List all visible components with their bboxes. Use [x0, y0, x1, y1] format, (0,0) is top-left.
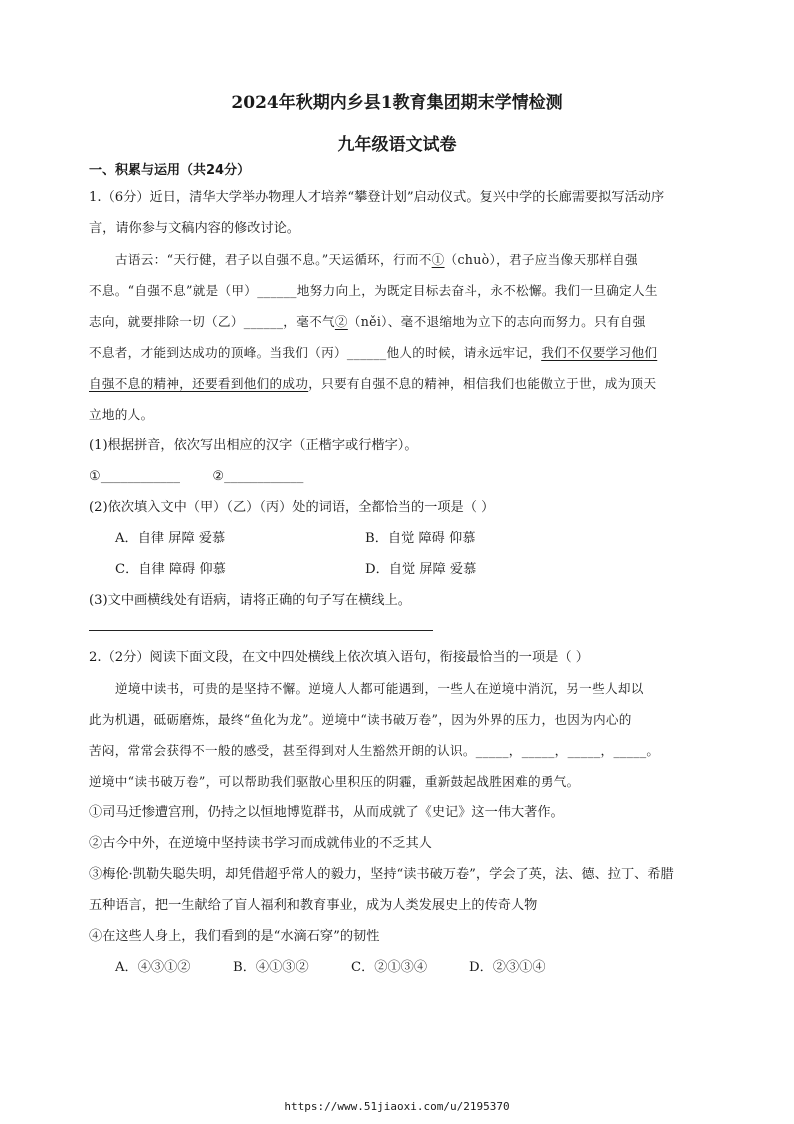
option-b[interactable]: B．自觉 障碍 仰慕 — [365, 531, 476, 546]
q2-item-2: ②古今中外，在逆境中坚持读书学习而成就伟业的不乏其人 — [89, 836, 432, 851]
q1-stem-line1: 1.（6分）近日，清华大学举办物理人才培养“攀登计划”启动仪式。复兴中学的长廊需要拟写活动序 — [89, 190, 665, 205]
q2-item-3a: ③梅伦·凯勒失聪失明，却凭借超乎常人的毅力，坚持“读书破万卷”，学会了英，法、德、拉丁、希腊 — [89, 867, 674, 882]
q1-sub1-blanks — [89, 461, 704, 492]
option-d[interactable]: D．自觉 屏障 爱慕 — [365, 562, 477, 577]
exam-content — [89, 160, 704, 983]
q1-passage-line1 — [89, 244, 704, 275]
q1-passage-line4 — [89, 337, 704, 368]
option-b[interactable]: B．④①③② — [233, 960, 309, 975]
passage-text: 古语云：“天行健，君子以自强不息。”天运循环，行而不 — [115, 252, 432, 267]
q2-passage-line4: 逆境中“读书破万卷”，可以帮助我们驱散心里积压的阴霾，重新鼓起战胜困难的勇气。 — [89, 774, 580, 789]
option-c[interactable]: C．自律 障碍 仰慕 — [115, 562, 226, 577]
q1-options-row1 — [89, 523, 704, 554]
passage-text: （něi）、毫不退缩地为立下的志向而努力。只有自强 — [347, 314, 646, 329]
option-a[interactable]: A．④③①② — [115, 960, 191, 975]
blank-mark-1: ① — [431, 252, 445, 267]
underlined-sentence: 自强不息的精神，还要看到他们的成功 — [89, 376, 309, 391]
exam-title: 2024年秋期内乡县1教育集团期末学情检测 — [231, 93, 563, 113]
q1-stem-line2: 言，请你参与文稿内容的修改讨论。 — [89, 221, 300, 236]
q1-sub2: (2)依次填入文中（甲）（乙）（丙）处的词语，全都恰当的一项是（ ） — [89, 500, 495, 515]
section-heading: 一、积累与运用（共24分） — [89, 163, 251, 178]
q1-passage-line3 — [89, 306, 704, 337]
q2-item-4: ④在这些人身上，我们看到的是“水滴石穿”的韧性 — [89, 929, 380, 944]
q2-passage-line2: 此为机遇，砥砺磨炼，最终“鱼化为龙”。逆境中“读书破万卷”，因为外界的压力，也因为内心的 — [89, 712, 632, 727]
q2-stem: 2.（2分）阅读下面文段，在文中四处横线上依次填入语句，衔接最恰当的一项是（ ） — [89, 650, 589, 665]
passage-text: （chuò），君子应当像天那样自强 — [444, 252, 638, 267]
q1-passage-line2: 不息。“自强不息”就是（甲）______地努力向上，为既定目标去奋斗，永不松懈。我们一旦确定人生 — [89, 283, 658, 298]
answer-blank-2[interactable]: ②____________ — [212, 469, 304, 484]
answer-blank-1[interactable]: ①____________ — [89, 469, 180, 484]
q2-passage-line3: 苦闷，常常会获得不一般的感受，甚至得到对人生豁然开朗的认识。_____，_____，_____，_____。 — [89, 743, 660, 758]
passage-text: ，只要有自强不息的精神，相信我们也能傲立于世，成为顶天 — [308, 376, 657, 391]
q2-item-3b: 五种语言，把一生献给了盲人福利和教育事业，成为人类发展史上的传奇人物 — [89, 898, 538, 913]
q1-sub3: (3)文中画横线处有语病，请将正确的句子写在横线上。 — [89, 593, 411, 608]
option-a[interactable]: A．自律 屏障 爱慕 — [115, 531, 226, 546]
q1-passage-line6: 立地的人。 — [89, 407, 154, 422]
exam-subtitle: 九年级语文试卷 — [337, 135, 457, 155]
passage-text: 志向，就要排除一切（乙）______，毫不气 — [89, 314, 335, 329]
option-c[interactable]: C．②①③④ — [351, 960, 428, 975]
q2-passage-line1: 逆境中读书，可贵的是坚持不懈。逆境人人都可能遇到，一些人在逆境中消沉，另一些人却以 — [115, 681, 644, 696]
blank-mark-2: ② — [334, 314, 348, 329]
option-d[interactable]: D．②③①④ — [469, 960, 546, 975]
answer-line[interactable] — [89, 616, 704, 642]
footer-url[interactable]: https://www.51jiaoxi.com/u/2195370 — [284, 1100, 510, 1113]
q1-passage-line5 — [89, 368, 704, 399]
q1-sub1: (1)根据拼音，依次写出相应的汉字（正楷字或行楷字）。 — [89, 438, 418, 453]
q2-item-1: ①司马迁惨遭宫刑，仍持之以恒地博览群书，从而成就了《史记》这一伟大著作。 — [89, 805, 564, 820]
q2-options — [89, 952, 704, 983]
q1-options-row2 — [89, 554, 704, 585]
passage-text: 不息者，才能到达成功的顶峰。当我们（丙）______他人的时候，请永远牢记， — [89, 345, 542, 360]
underlined-sentence: 我们不仅要学习他们 — [541, 345, 658, 360]
